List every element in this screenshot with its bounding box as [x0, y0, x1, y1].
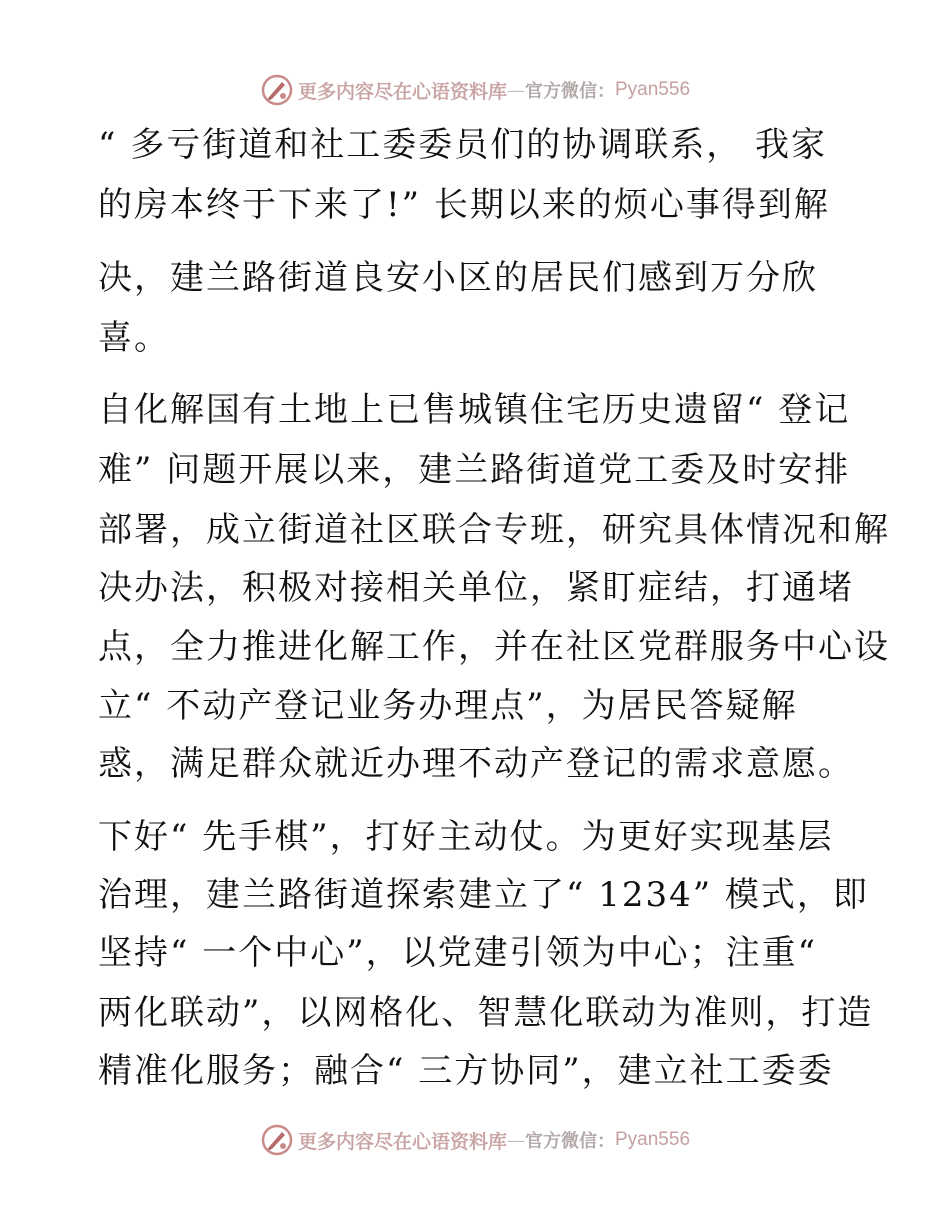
text-line: 喜。 — [98, 318, 170, 358]
watermark-main-text: 更多内容尽在心语资料库 — [297, 80, 507, 103]
text-line: 自化解国有土地上已售城镇住宅历史遗留“ 登记 — [98, 390, 851, 430]
watermark-id: Pyan556 — [615, 79, 691, 100]
text-line: 的房本终于下来了!” 长期以来的烦心事得到解 — [98, 185, 830, 225]
watermark-main-text: 更多内容尽在心语资料库 — [297, 1130, 507, 1153]
text-line: 决办法，积极对接相关单位，紧盯症结，打通堵 — [98, 568, 854, 608]
text-line: 难” 问题开展以来，建兰路街道党工委及时安排 — [98, 450, 851, 490]
watermark-label: 官方微信： — [525, 1131, 615, 1152]
ink-pen-icon — [260, 73, 294, 107]
text-line: 精准化服务；融合“ 三方协同”，建立社工委委 — [98, 1051, 834, 1091]
watermark-dash: — — [507, 1129, 525, 1151]
text-line: 两化联动”，以网格化、智慧化联动为准则，打造 — [98, 993, 874, 1033]
watermark-label: 官方微信： — [525, 81, 615, 102]
text-line: 部署，成立街道社区联合专班，研究具体情况和解 — [98, 510, 890, 550]
text-line: 惑，满足群众就近办理不动产登记的需求意愿。 — [98, 744, 854, 784]
watermark-id: Pyan556 — [615, 1129, 691, 1150]
text-line: 立“ 不动产登记业务办理点”，为居民答疑解 — [98, 686, 798, 726]
text-line: 点，全力推进化解工作，并在社区党群服务中心设 — [98, 627, 890, 667]
watermark-dash: — — [507, 79, 525, 101]
text-line: 治理，建兰路街道探索建立了“ 1234” 模式，即 — [98, 875, 869, 915]
text-line: 决，建兰路街道良安小区的居民们感到万分欣 — [98, 258, 818, 298]
watermark-banner-top — [0, 70, 950, 110]
ink-pen-icon — [260, 1123, 294, 1157]
watermark-banner-bottom — [0, 1120, 950, 1160]
text-line: 坚持“ 一个中心”，以党建引领为中心；注重“ — [98, 933, 817, 973]
text-line: 下好“ 先手棋”，打好主动仗。为更好实现基层 — [98, 817, 834, 857]
text-line: “ 多亏街道和社工委委员们的协调联系， 我家 — [98, 125, 827, 165]
